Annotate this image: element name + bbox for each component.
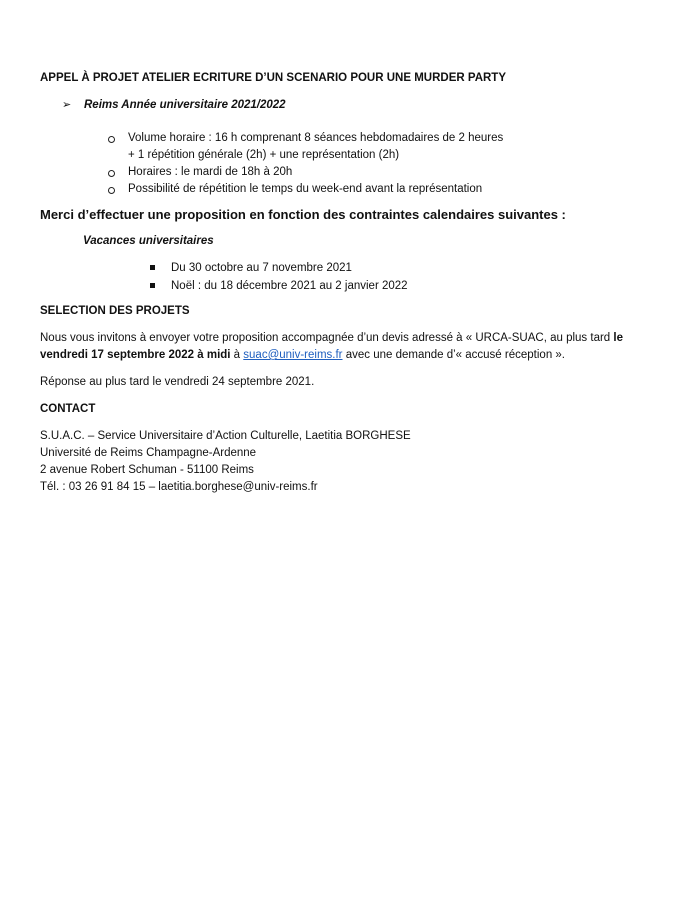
arrow-bullet-icon: ➢ bbox=[62, 99, 72, 111]
details-list bbox=[40, 130, 640, 198]
contact-line: 2 avenue Robert Schuman - 51100 Reims bbox=[40, 464, 254, 476]
vacances-item: Du 30 octobre au 7 novembre 2021 bbox=[171, 262, 352, 274]
circle-bullet-icon bbox=[108, 136, 115, 143]
list-item bbox=[40, 181, 640, 198]
list-item bbox=[40, 278, 640, 295]
list-item bbox=[40, 130, 640, 164]
detail-text: Possibilité de répétition le temps du week-end avant la représentation bbox=[128, 183, 483, 195]
subtitle: Reims Année universitaire 2021/2022 bbox=[84, 99, 286, 111]
list-item bbox=[40, 164, 640, 181]
lead-heading: Merci d’effectuer une proposition en fonction des contraintes calendaires suivantes : bbox=[40, 207, 566, 222]
circle-bullet-icon bbox=[108, 170, 115, 177]
document-page bbox=[40, 70, 640, 496]
contact-heading: CONTACT bbox=[40, 403, 96, 415]
selection-heading: SELECTION DES PROJETS bbox=[40, 305, 190, 317]
list-item bbox=[40, 260, 640, 277]
detail-text: Horaires : le mardi de 18h à 20h bbox=[128, 166, 293, 178]
selection-text-end: avec une demande d’« accusé réception ». bbox=[342, 349, 565, 361]
selection-text-mid: à bbox=[230, 349, 244, 361]
contact-line: Université de Reims Champagne-Ardenne bbox=[40, 447, 257, 459]
contact-line: Tél. : 03 26 91 84 15 – laetitia.borghese@univ-reims.fr bbox=[40, 481, 318, 493]
selection-paragraph bbox=[40, 330, 640, 364]
document-title: APPEL À PROJET ATELIER ECRITURE D’UN SCENARIO POUR UNE MURDER PARTY bbox=[40, 72, 507, 84]
square-bullet-icon bbox=[150, 283, 155, 288]
contact-line: S.U.A.C. – Service Universitaire d’Action Culturelle, Laetitia BORGHESE bbox=[40, 430, 411, 442]
response-paragraph: Réponse au plus tard le vendredi 24 septembre 2021. bbox=[40, 376, 315, 388]
contact-block bbox=[40, 428, 640, 496]
circle-bullet-icon bbox=[108, 187, 115, 194]
subtitle-line bbox=[62, 97, 640, 114]
suac-email-link[interactable]: suac@univ-reims.fr bbox=[243, 349, 343, 361]
square-bullet-icon bbox=[150, 265, 155, 270]
detail-text-continued: + 1 répétition générale (2h) + une représentation (2h) bbox=[128, 149, 400, 161]
deadline-text: le vendredi 17 septembre 2022 à midi bbox=[40, 332, 623, 361]
vacances-title: Vacances universitaires bbox=[83, 235, 214, 247]
vacances-item: Noël : du 18 décembre 2021 au 2 janvier 2022 bbox=[171, 280, 408, 292]
selection-text-start: Nous vous invitons à envoyer votre proposition accompagnée d’un devis adressé à « URCA-SUAC, au plus tard bbox=[40, 332, 614, 344]
vacances-list bbox=[40, 260, 640, 295]
detail-text: Volume horaire : 16 h comprenant 8 séances hebdomadaires de 2 heures bbox=[128, 132, 504, 144]
